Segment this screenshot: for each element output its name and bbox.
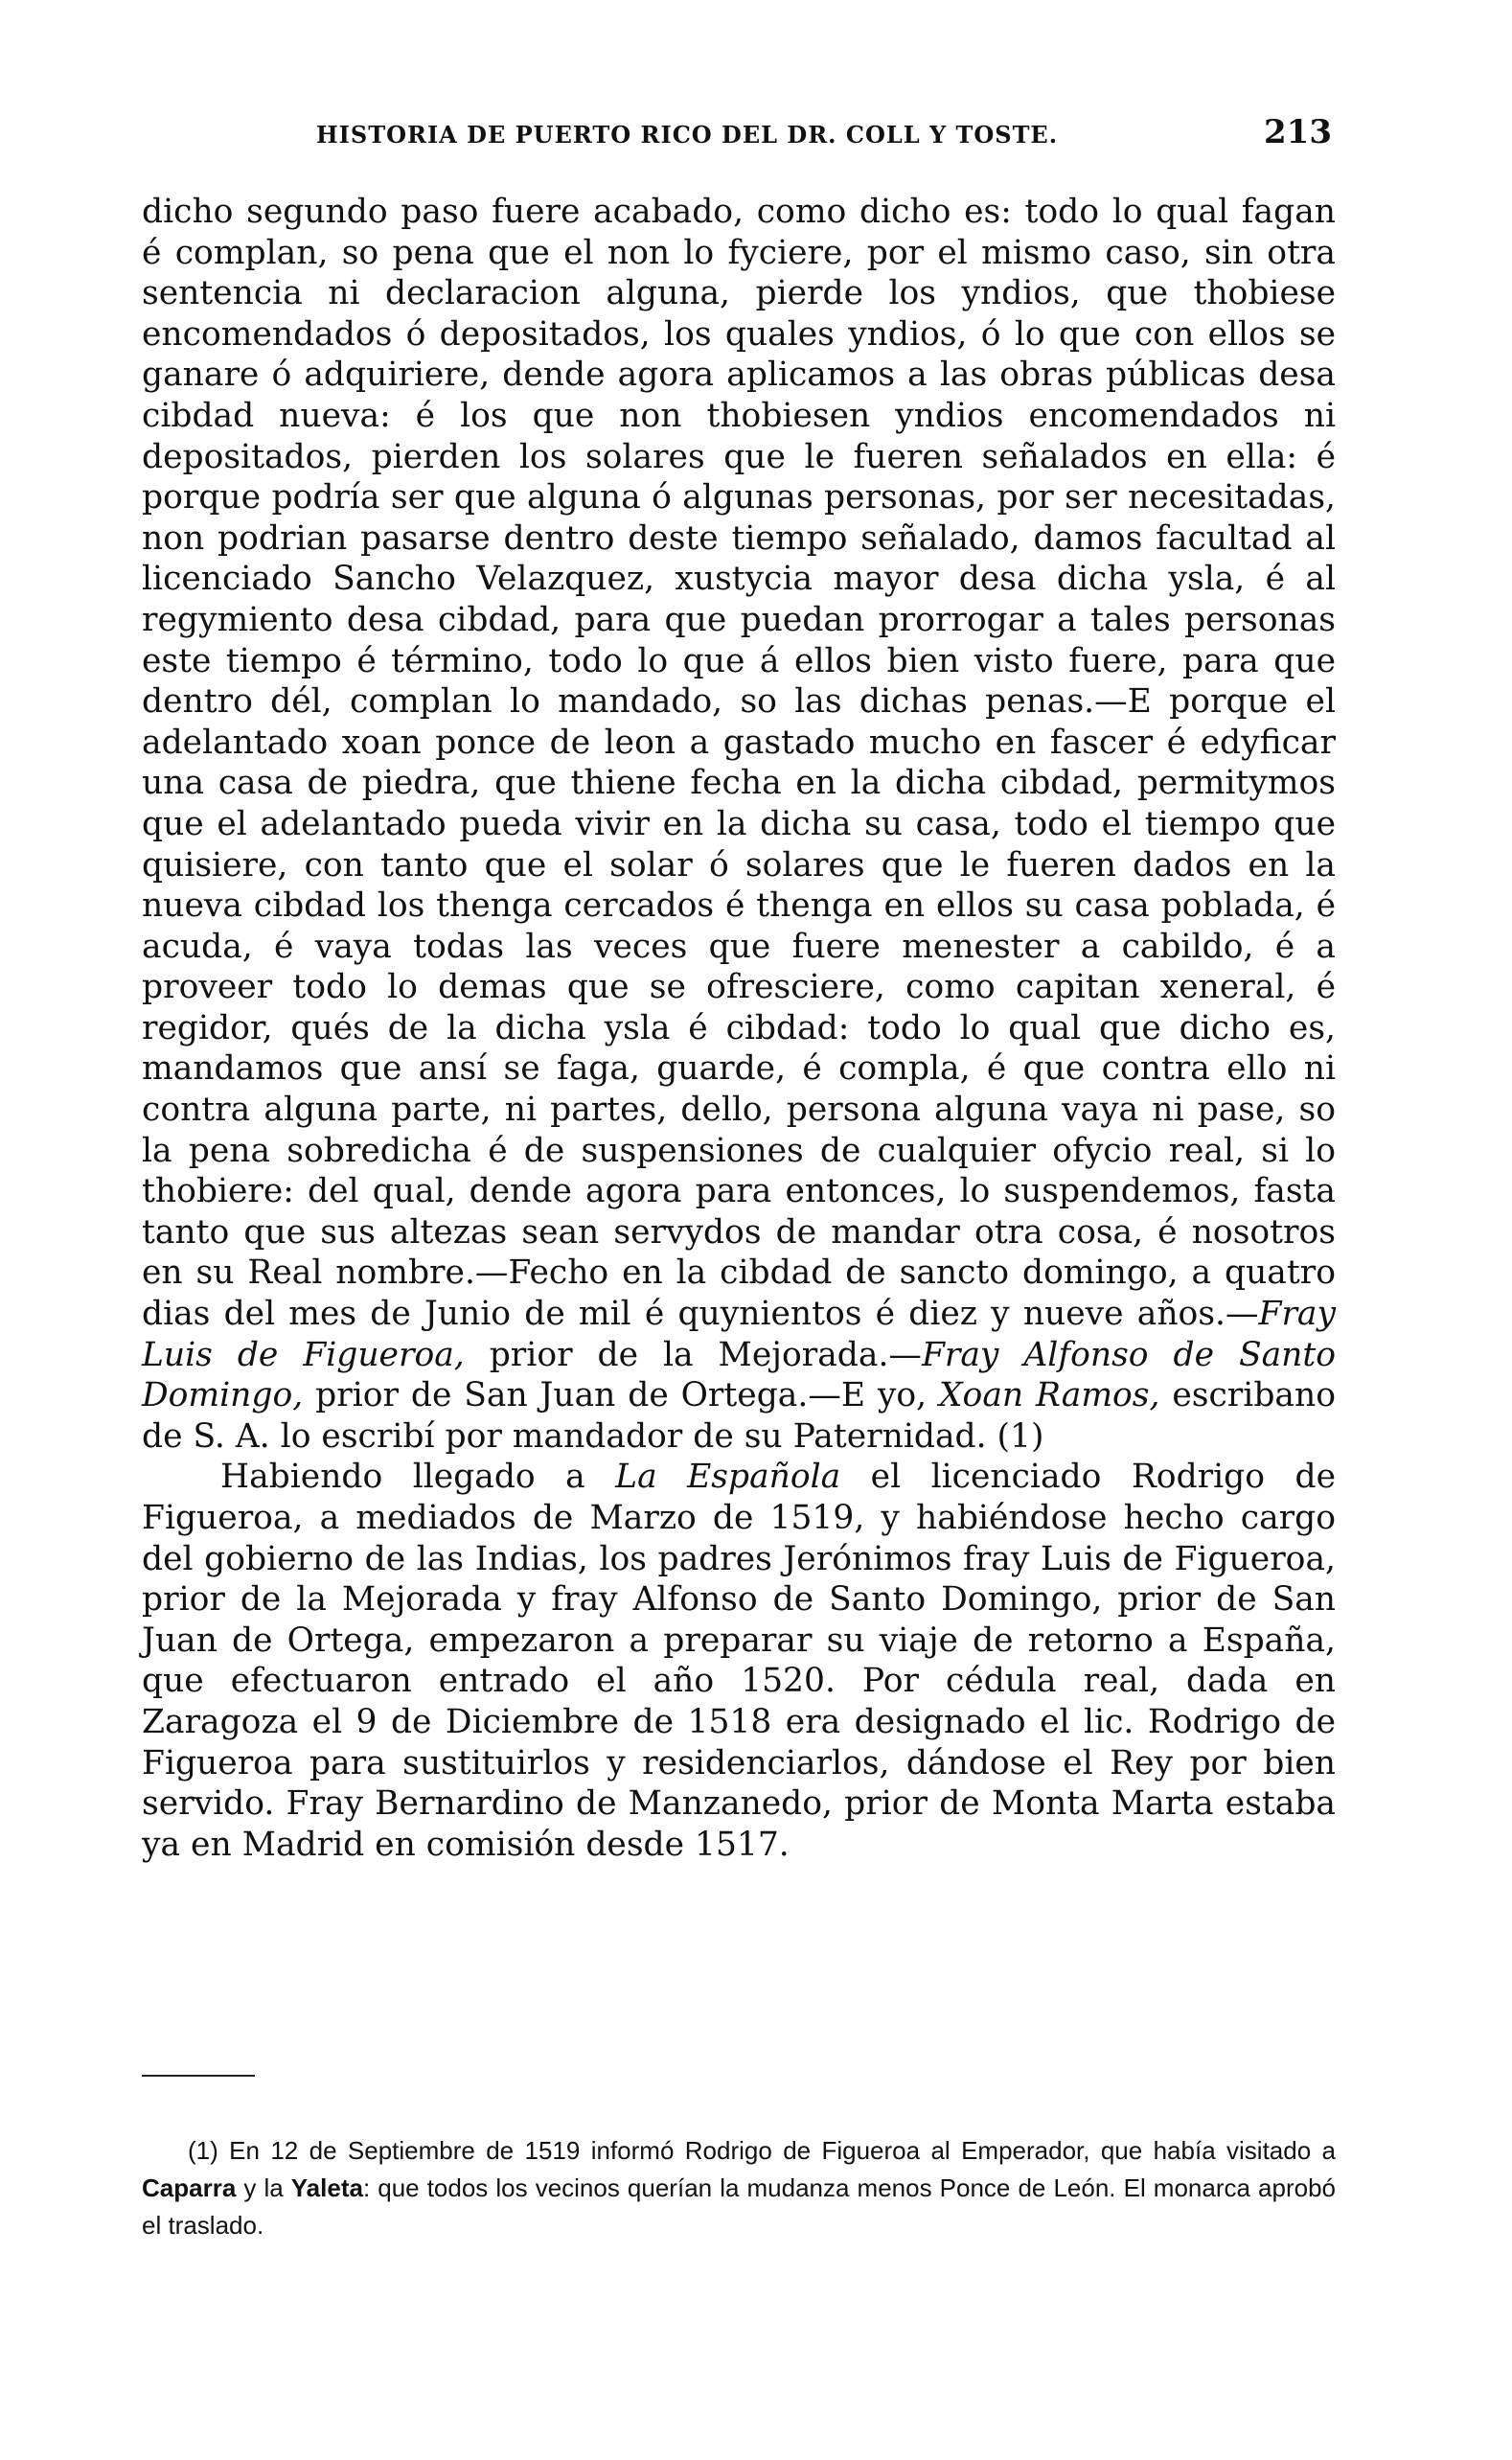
paragraph-commentary — [142, 1457, 1336, 1865]
decree-text: dicho segundo paso fuere acabado, como dicho es: todo lo qual fagan é complan, so pena que el non lo fyciere, por el mismo caso, sin otra sentencia ni declaracion alguna, pierde los yndios, que thobiese encomendados ó depositados, los quales yndios, ó lo que con ellos se ganare ó adquiriere, dende agora aplicamos a las obras públicas desa cibdad nueva: é los que non thobiesen yndios encomendados ni depositados, pierden los solares que le fueren señalados en ella: é porque podría ser que alguna ó algunas personas, por ser necesitadas, non podrian pasarse dentro deste tiempo señalado, damos facultad al licenciado Sancho Velazquez, xustycia mayor desa dicha ysla, é al regymiento desa cibdad, para que puedan prorrogar a tales personas este tiempo é término, todo lo que á ellos bien visto fuere, para que dentro dél, complan lo mandado, so las dichas penas.—E porque el adelantado xoan ponce de leon a gastado mucho en fascer é edyficar una casa de piedra, que thiene fecha en la dicha cibdad, permitymos que el adelantado pueda vivir en la dicha su casa, todo el tiempo que quisiere, con tanto que el solar ó solares que le fueren dados en la nueva cibdad los thenga cercados é thenga en ellos su casa poblada, é acuda, é vaya todas las veces que fuere menester a cabildo, é a proveer todo lo demas que se ofresciere, como capitan xeneral, é regidor, qués de la dicha ysla é cibdad: todo lo qual que dicho es, mandamos que ansí se faga, guarde, é compla, é que contra ello ni contra alguna parte, ni partes, dello, persona alguna vaya ni pase, so la pena sobredicha é de suspensiones de cualquier ofycio real, si lo thobiere: del qual, dende agora para entonces, lo suspendemos, fasta tanto que sus altezas sean servydos de mandar otra cosa, é nosotros en su Real nombre.—Fecho en la cibdad de sancto domingo, a quatro dias del mes de Junio de mil é quynientos é diez y nueve años.— — [142, 193, 1336, 1334]
running-head: HISTORIA DE PUERTO RICO DEL DR. COLL Y TOSTE. — [316, 121, 1059, 149]
signature-xoan-ramos: Xoan Ramos, — [938, 1376, 1160, 1415]
footnote-text: En 12 de Septiembre de 1519 informó Rodrigo de Figueroa al Emperador, que había visitado a — [218, 2136, 1336, 2165]
footnote-divider — [142, 2075, 255, 2077]
page-number: 213 — [1264, 113, 1332, 151]
signature-alfonso-de-santo-domingo: Fray Alfonso de Santo Domingo, — [142, 1335, 1337, 1415]
footnote — [142, 2132, 1336, 2244]
signature-luis-de-figueroa: Fray Luis de Figueroa, — [142, 1295, 1336, 1374]
place-la-espanola: La Española — [615, 1458, 841, 1497]
footnote-marker: (1) — [188, 2136, 218, 2165]
footnote-text-3: : que todos los vecinos querían la mudanza menos Ponce de León. El monarca aprobó el traslado. — [142, 2173, 1336, 2240]
decree-text-4: escribano de S. A. lo escribí por mandador de su Paternidad. (1) — [142, 1376, 1336, 1456]
place-yaleta: Yaleta — [290, 2173, 363, 2202]
commentary-text: el licenciado Rodrigo de Figueroa, a mediados de Marzo de 1519, y habiéndose hecho cargo del gobierno de las Indias, los padres Jerónimos fray Luis de Figueroa, prior de la Mejorada y fray Alfonso de Santo Domingo, prior de San Juan de Ortega, empezaron a preparar su viaje de retorno a España, que efectuaron entrado el año 1520. Por cédula real, dada en Zaragoza el 9 de Diciembre de 1518 era designado el lic. Rodrigo de Figueroa para sustituirlos y residenciarlos, dándose el Rey por bien servido. Fray Bernardino de Manzanedo, prior de Monta Marta estaba ya en Madrid en comisión desde 1517. — [142, 1458, 1336, 1864]
decree-text-3: prior de San Juan de Ortega.—E yo, — [303, 1376, 939, 1415]
footnote-text-2: y la — [236, 2173, 291, 2202]
paragraph-decree — [142, 192, 1336, 1457]
commentary-start: Habiendo llegado a — [220, 1458, 616, 1497]
main-text — [142, 192, 1336, 1865]
place-caparra: Caparra — [142, 2173, 237, 2202]
decree-text-2: prior de la Mejorada.— — [464, 1335, 922, 1374]
page-header — [144, 113, 1332, 171]
